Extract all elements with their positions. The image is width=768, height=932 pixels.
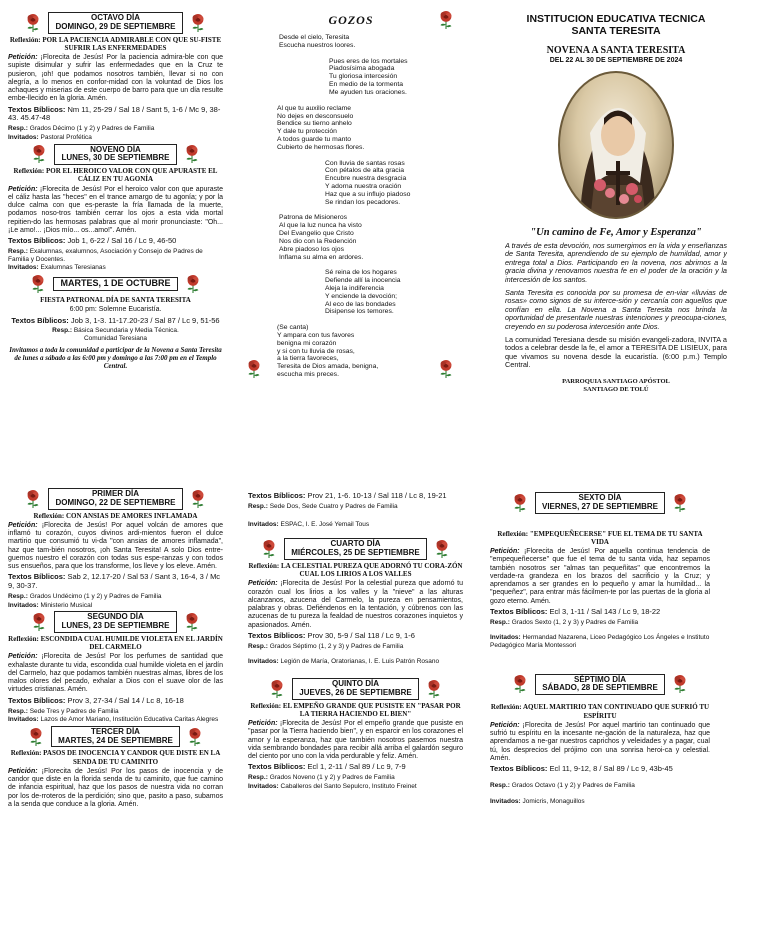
day5-date: JUEVES, 26 DE SEPTIEMBRE	[299, 687, 412, 697]
day6-header	[490, 492, 710, 514]
invitados-text: Exalumnas Teresianas	[40, 264, 106, 272]
day4-peticion	[248, 580, 463, 630]
resp-label: Resp.:	[8, 707, 28, 715]
day1-header	[8, 488, 223, 510]
day3-peticion	[8, 768, 223, 809]
day8-title-box	[48, 12, 182, 34]
resp-text: Exalumnas, exalumnos, Asociación y Consejo de Padres de Familia y Docentes.	[8, 248, 203, 263]
textos-label: Textos Bíblicos:	[490, 606, 548, 616]
resp-label: Resp.:	[8, 248, 28, 256]
gozos-title: GOZOS	[328, 12, 374, 27]
day3-textos	[248, 492, 463, 501]
day5-invitados	[248, 783, 463, 791]
rose-icon	[671, 493, 689, 513]
day4-date: MIÉRCOLES, 25 DE SEPTIEMBRE	[291, 547, 420, 557]
day6-resp	[490, 619, 710, 627]
resp-text: Grados Noveno (1 y 2) y Padres de Familia	[269, 774, 395, 782]
day1-resp	[8, 593, 223, 601]
column-cover	[505, 14, 727, 454]
peticion-text: ¡Florecita de Jesús! Por la paciencia admira-ble con que supiste disimular y sufrir las enfermedades que en la Cruz te pusieron, ¡oh! que podamos nosotros también, llevar si no con alegría, a lo menos en confor-midad con la voluntad de Dios los achaques y miserias de este cuerpo de barro para que un día resulte embe-llecido en la gloria. Amén.	[8, 54, 223, 103]
day6-title: SEXTO DÍA	[578, 493, 622, 502]
day7-invitados	[490, 798, 710, 806]
textos-text: Ecl 3, 1-11 / Sal 143 / Lc 9, 18-22	[549, 606, 661, 616]
day2-reflexion: Reflexión: ESCONDIDA CUAL HUMILDE VIOLETA EN EL JARDÍN DEL CARMELO	[8, 634, 223, 652]
cover-paragraph-1: A través de esta devoción, nos sumergimos en la vida y enseñanzas de Santa Teresita, aprendiendo de su ejemplo de humildad, amor y entrega total a Dios. Participando en la novena, nos abrimos a la gracia divina y renovamos nuestra fe en el poder de la oración y la intercesión de los santos.	[505, 240, 727, 284]
parroquia: PARROQUIA SANTIAGO APÓSTOL	[562, 378, 670, 386]
day2-title: SEGUNDO DÍA	[87, 612, 144, 622]
rose-icon	[433, 539, 451, 559]
day1-peticion	[8, 522, 223, 572]
day6-title-box	[535, 492, 665, 514]
rose-icon	[425, 679, 443, 699]
day4-invitados	[248, 658, 463, 666]
invitados-label: Invitados:	[8, 133, 39, 141]
peticion-label: Petición:	[8, 521, 38, 529]
day6-reflexion: Reflexión: "EMPEQUEÑECERSE" FUE EL TEMA DE TU SANTA VIDA	[497, 529, 703, 546]
invitados-label: Invitados:	[248, 658, 279, 666]
day4-reflexion: Reflexión: LA CELESTIAL PUREZA QUE ADORNÓ TU CORA-ZÓN CUAL LOS LIRIOS A LOS VALLES	[248, 561, 463, 578]
textos-label: Textos Bíblicos:	[8, 572, 66, 582]
textos-label: Textos Bíblicos:	[248, 762, 306, 772]
invitados-label: Invitados:	[8, 716, 39, 724]
day3-invitados	[248, 521, 463, 529]
rose-icon	[183, 144, 201, 164]
day9-title: NOVENO DÍA	[90, 144, 141, 154]
santa-teresita-portrait	[558, 71, 674, 219]
peticion-text: ¡Florecita de Jesús! Por aquella continua tendencia de "empequeñecerse" que fue el tema de tu santa vida, haz sepamos también nosotros ser "almas tan pequeñitas" que encontremos la verdade-ra grandeza en los brazos del sacrificio y la Cruz; y aprendamos a ser grandes en lo pequeño y amar la humildad... la "pequeñez", para entrar más fácilmen-te por las puertas de la gloria al gozo eterno. Amén.	[490, 548, 710, 605]
column-gozos	[245, 10, 455, 440]
day2-header	[8, 611, 223, 633]
rose-icon	[511, 493, 529, 513]
invitados-text: Lazos de Amor Mariano, Institución Educativa Caritas Alegres	[40, 716, 219, 724]
day1-invitados	[8, 602, 223, 610]
day1-title-box	[48, 488, 182, 510]
invitados-label: Invitados:	[490, 797, 521, 805]
peticion-label: Petición:	[8, 54, 38, 62]
rose-icon	[437, 359, 455, 379]
day4-header	[248, 538, 463, 560]
invitados-label: Invitados:	[248, 520, 279, 528]
invitados-text: Hermandad Nazarena, Liceo Pedagógico Los Ángeles e Instituto Pedagógico María Montessori	[490, 634, 710, 649]
peticion-text: ¡Florecita de Jesús! Por la celestial pureza que adornó tu corazón cual los lirios a los valles y la "nieve" a las alturas alcanzanos, azucena del Carmelo, la pureza en pensamientos, palabras y obras. Defiéndenos en la tentación, y cúbrenos con las azucenas de tu pureza la fealdad de nuestros corazones inquietos y apasionados. Amén.	[248, 580, 463, 629]
resp-label: Resp.:	[248, 642, 268, 650]
resp-text: Grados Sexto (1, 2 y 3) y Padres de Familia	[511, 618, 639, 626]
day8-date: DOMINGO, 29 DE SEPTIEMBRE	[55, 21, 176, 31]
day3-reflexion: Reflexión: PASOS DE INOCENCIA Y CANDOR QUE DISTE EN LA SENDA DE TU CAMINITO	[10, 749, 221, 766]
peticion-label: Petición:	[490, 548, 520, 556]
peticion-text: ¡Florecita de Jesús! Por los perfumes de santidad que exhalaste durante tu vida, escondida cual humilde violeta en el jardín del Carmelo, haz que podamos también nuestras almas, libres de los malos olores del pecado, exhalar a Dios con el suave olor de las virtudes cristianas. Amén.	[8, 653, 223, 694]
gozos-stanza-2: Pues eres de los mortales Piadosísima abogada Tu gloriosa intercesión En medio de la tormenta Me ayuden tus oraciones.	[329, 57, 408, 96]
invitados-label: Invitados:	[248, 782, 279, 790]
peticion-label: Petición:	[8, 767, 38, 775]
invitados-text: Caballeros del Santo Sepulcro, Instituto Freinet	[280, 782, 417, 790]
rose-icon	[437, 10, 455, 30]
resp-label: Resp.:	[490, 618, 510, 626]
textos-text: Prov 3, 27-34 / Sal 14 / Lc 8, 16-18	[67, 695, 184, 705]
gozos-stanza-7: (Se canta) Y ampara con tus favores benigna mi corazón y si con tu lluvia de rosas, a la tierra favoreces, Teresita de Dios amada, benigna, escucha mis preces.	[277, 324, 379, 379]
column-bottom-left	[8, 486, 223, 926]
peticion-text: ¡Florecita de Jesús! Por los pasos de inocencia y de candor que diste en la florida senda de tu caminito, que fue camino de infancia espiritual, haz que los pasos de nuestra vida no corran por los de-rroteros de la perdición; sino que, pasito a paso, subamos a la senda que conduce a la gloria. Amén.	[8, 767, 223, 808]
day3-header	[8, 726, 223, 748]
rose-icon	[29, 274, 47, 294]
peticion-text: ¡Florecita de Jesús! Por aquel martirio tan continuado que sufrió tu espíritu en la incesante ne-gación de la naturaleza, haz que aprendamos a ne-gar nuestros caprichos y veleidades y a pagar, cual tú, los desprecios del prójimo con una sonrisa heroi-ca y celestial. Amén.	[490, 721, 710, 762]
textos-label: Textos Bíblicos:	[248, 630, 306, 640]
day7-title-box	[535, 674, 665, 696]
gozos-stanza-5: Patrona de Misioneros Al que la luz nunca ha visto Del Evangelio que Cristo Nos dio con la Redención Abre piadoso los ojos Inflama su alma en ardores.	[279, 214, 364, 261]
day5-textos	[248, 763, 463, 772]
oct1-textos	[8, 317, 223, 326]
day9-textos	[8, 237, 223, 246]
saint-figure-icon	[560, 73, 674, 219]
day2-title-box	[54, 611, 176, 633]
invitados-text: Legión de María, Oratorianas, I. E. Luis Patrón Rosano	[280, 658, 440, 666]
rose-icon	[30, 144, 48, 164]
rose-icon	[189, 13, 207, 33]
lugar: SANTIAGO DE TOLÚ	[583, 385, 649, 393]
oct1-header	[8, 274, 223, 294]
day5-title: QUINTO DÍA	[332, 678, 379, 688]
day6-textos	[490, 608, 710, 617]
column-bottom-right	[490, 490, 710, 926]
resp-label: Resp.:	[52, 327, 73, 335]
invitados-label: Invitados:	[8, 601, 39, 609]
day5-title-box	[292, 678, 418, 700]
peticion-label: Petición:	[8, 185, 38, 193]
day2-textos	[8, 697, 223, 706]
day1-reflexion: Reflexión: CON ANSIAS DE AMORES INFLAMADA	[33, 511, 198, 520]
day1-textos	[8, 573, 223, 591]
day1-title: PRIMER DÍA	[91, 489, 140, 498]
rose-icon	[260, 539, 278, 559]
lema: "Un camino de Fe, Amor y Esperanza"	[530, 227, 702, 239]
rose-icon	[671, 674, 689, 694]
day7-resp	[490, 782, 710, 790]
rose-icon	[268, 679, 286, 699]
peticion-text: ¡Florecita de Jesús! Por aquel volcán de amores que inflamó tu corazón, cuyos divinos ardi-mientos fueron el dulce martirio que consumió tu vi-da "con ansias de amores inflamada", haz que tam-bién nosotros, ¡oh Santa Teresita! A solo Dios entre-guemos nuestro el corazón con todas sus espe-ranzas y con todos sus ensueños, para que los transforme, los lleve y los eleve. Amén.	[8, 521, 223, 571]
day9-invitados	[8, 264, 223, 272]
invitados-label: Invitados:	[8, 264, 39, 272]
day9-peticion	[8, 186, 223, 236]
day9-header	[8, 144, 223, 166]
day6-peticion	[490, 548, 710, 606]
oct1-fiesta: FIESTA PATRONAL DÍA DE SANTA TERESITA	[40, 296, 191, 304]
day9-reflexion: Reflexión: POR EL HEROICO VALOR CON QUE APURASTE EL CÁLIZ EN TU AGONÍA	[13, 167, 218, 184]
rose-icon	[24, 489, 42, 509]
day7-date: SÁBADO, 28 DE SEPTIEMBRE	[542, 683, 658, 693]
oct1-invitacion: Invitamos a toda la comunidad a participar de la Novena a Santa Teresita de lunes a sábado a las 6:00 pm y domingo a las 7:00 pm en el Templo Central.	[9, 345, 222, 371]
peticion-text: ¡Florecita de Jesús! Por el empeño grande que pusiste en "pasar por la Tierra haciendo bien", y en esparcir en los corazones el amor y la esperanza, haz que también nosotros pasemos nuestra vida sembrando bondades para recibir allá arriba el galardón seguro del ciento por uno con la vida perdurable y feliz. Amén.	[248, 720, 463, 760]
invitados-text: ESPAC, I. E. José Yemail Tous	[280, 520, 370, 528]
resp-label: Resp.:	[248, 774, 268, 782]
column-bottom-middle	[248, 490, 463, 926]
textos-text: Ecl 11, 9-12, 8 / Sal 89 / Lc 9, 43b-45	[549, 764, 673, 773]
day1-date: DOMINGO, 22 DE SEPTIEMBRE	[55, 497, 176, 507]
rose-icon	[24, 13, 42, 33]
cover-paragraph-3: La comunidad Teresiana desde su misión evangeli-zadora, INVITA a todos a celebrar desde la fe, el amor a TERESITA DE LISIEUX, para que vivamos su novena desde la eucaristía. (6:00 p.m.) Templo Central.	[505, 334, 727, 370]
invitados-label: Invitados:	[490, 634, 521, 642]
resp-text: Grados Octavo (1 y 2) y Padres de Familia	[511, 781, 635, 789]
day8-peticion	[8, 54, 223, 104]
peticion-label: Petición:	[490, 721, 520, 729]
gozos-final-row	[245, 324, 455, 379]
day6-date: VIERNES, 27 DE SEPTIEMBRE	[541, 501, 659, 511]
day5-resp	[248, 774, 463, 782]
day5-peticion	[248, 720, 463, 761]
day2-peticion	[8, 653, 223, 694]
day5-reflexion: Reflexión: EL EMPEÑO GRANDE QUE PUSISTE EN "PASAR POR LA TIERRA HACIENDO EL BIEN"	[250, 701, 461, 718]
gozos-stanza-6: Sé reina de los hogares Defiende allí la inocencia Aleja la indiferencia Y enciende la devoción; Al eco de las bondades Disipense los temores.	[325, 269, 401, 316]
textos-label: Textos Bíblicos:	[248, 491, 306, 500]
day3-title: TERCER DÍA	[91, 726, 140, 736]
rose-icon	[186, 727, 204, 747]
resp-label: Resp.:	[8, 125, 28, 133]
invitados-text: Ministerio Musical	[40, 601, 93, 609]
textos-text: Prov 30, 5-9 / Sal 118 / Lc 9, 1-6	[307, 630, 415, 640]
resp-text: Sede Tres y Padres de Familia	[29, 707, 119, 715]
textos-text: Prov 21, 1-6. 10-13 / Sal 118 / Lc 8, 19-21	[307, 491, 447, 500]
oct1-resp	[8, 327, 223, 342]
textos-label: Textos Bíblicos:	[8, 695, 66, 705]
resp-label: Resp.:	[8, 593, 28, 601]
gozos-stanza-3: Al que tu auxilio reclame No dejes en desconsuelo Bendice su tierno anhelo Y dale tu protección A todos guarde tu manto Cubierto de hermosas flores.	[277, 104, 365, 151]
day8-resp	[8, 125, 223, 133]
resp-label: Resp.:	[248, 502, 268, 510]
day9-resp	[8, 248, 223, 263]
rose-icon	[184, 274, 202, 294]
invitados-text: Jomicris, Monaguillos	[522, 797, 585, 805]
day6-invitados	[490, 634, 710, 649]
novena-dates: DEL 22 AL 30 DE SEPTIEMBRE DE 2024	[549, 56, 683, 64]
resp-label: Resp.:	[490, 781, 510, 789]
day7-header	[490, 674, 710, 696]
peticion-label: Petición:	[248, 580, 278, 588]
day4-title-box	[284, 538, 426, 560]
rose-icon	[245, 359, 263, 379]
day5-header	[248, 678, 463, 700]
resp-text: Grados Décimo (1 y 2) y Padres de Familia	[29, 125, 155, 133]
rose-icon	[511, 674, 529, 694]
textos-text: Nm 11, 25-29 / Sal 18 / Sant 5, 1-6 / Mc 9, 38-43. 45.47-48	[8, 104, 221, 123]
textos-text: Ecl 1, 2-11 / Sal 89 / Lc 9, 7-9	[307, 762, 406, 772]
day2-resp	[8, 708, 223, 716]
day2-date: LUNES, 23 DE SEPTIEMBRE	[61, 621, 170, 631]
day8-title: OCTAVO DÍA	[90, 13, 141, 22]
day8-invitados	[8, 134, 223, 142]
cover-paragraph-2: Santa Teresita es conocida por su promesa de en-viar «lluvias de rosas» como signos de su interce-sión y cercanía con aquellos que confían en ella. La Novena a Santa Teresita nos brinda la oportunidad de presentarle nuestras intenciones y preocupa-ciones, creyendo en su poderosa intercesión ante Dios.	[505, 287, 727, 331]
resp-text-2: Comunidad Teresiana	[83, 335, 148, 342]
textos-label: Textos Bíblicos:	[490, 764, 548, 773]
day9-title-box	[54, 144, 176, 166]
rose-icon	[183, 612, 201, 632]
day3-title-box	[51, 726, 180, 748]
textos-label: Textos Bíblicos:	[8, 236, 66, 246]
oct1-date: MARTES, 1 DE OCTUBRE	[60, 278, 171, 289]
day4-resp	[248, 643, 463, 651]
day8-header	[8, 12, 223, 34]
day7-reflexion: Reflexión: AQUEL MARTIRIO TAN CONTINUADO QUE SUFRIÓ TU ESPÍRITU	[490, 703, 710, 720]
oct1-eucaristia: 6:00 pm: Solemne Eucaristía.	[69, 306, 162, 314]
gozos-stanza-1: Desde el cielo, Teresita Escucha nuestros loores.	[279, 34, 356, 49]
oct1-title-box	[53, 277, 177, 291]
resp-text: Grados Undécimo (1 y 2) y Padres de Familia	[29, 593, 162, 601]
peticion-text: ¡Florecita de Jesús! Por el heroico valor con que apuraste el cáliz hasta las "heces" en el trance amargo de tu agonía; y por la dulce calma con que es-peraste la fría llamada de la muerte, podamos noso-tros también cerrar los ojos a esta vida mortal repitien-do las hermosas palabras que al morir pronunciaste: "Oh... ¡Le amo!... ¡Dios mío... os...amo!". Amén.	[8, 185, 223, 234]
resp-text: Grados Séptimo (1, 2 y 3) y Padres de Familia	[269, 642, 404, 650]
day3-resp	[248, 503, 463, 511]
rose-icon	[27, 727, 45, 747]
day8-textos	[8, 106, 223, 124]
day4-title: CUARTO DÍA	[330, 539, 381, 549]
invitados-text: Pastoral Profética	[40, 133, 92, 141]
rose-icon	[189, 489, 207, 509]
peticion-label: Petición:	[248, 720, 278, 727]
day7-title: SÉPTIMO DÍA	[573, 674, 626, 684]
day2-invitados	[8, 716, 223, 724]
textos-label: Textos Bíblicos:	[8, 104, 66, 114]
day7-textos	[490, 765, 710, 774]
gozos-stanza-4: Con lluvia de santas rosas Con pétalos de alta gracia Encubre nuestra desgracia Y adorna nuestra oración Haz que a su influjo piadoso Se rindan los pecadores.	[325, 159, 411, 206]
day8-reflexion: Reflexión: POR LA PACIENCIA ADMIRABLE CON QUE SU-FISTE SUFRIR LAS ENFERMEDADES	[9, 35, 222, 52]
column-top-left	[8, 10, 223, 450]
textos-text: Job 1, 6-22 / Sal 16 / Lc 9, 46-50	[67, 236, 177, 246]
day7-peticion	[490, 722, 710, 763]
institution-name: INSTITUCIÓN EDUCATIVA TÉCNICA SANTA TERESITA	[526, 14, 706, 37]
resp-text: Básica Secundaria y Media Técnica.	[73, 327, 179, 335]
day4-textos	[248, 632, 463, 641]
textos-text: Sab 2, 12.17-20 / Sal 53 / Sant 3, 16-4, 3 / Mc 9, 30-37.	[8, 572, 221, 591]
gozos-header	[245, 10, 455, 30]
textos-text: Job 3, 1-3. 11-17.20-23 / Sal 87 / Lc 9, 51-56	[70, 315, 220, 325]
rose-icon	[30, 612, 48, 632]
novena-title: NOVENA A SANTA TERESITA	[546, 45, 686, 57]
day3-date: MARTES, 24 DE SEPTIEMBRE	[58, 735, 173, 745]
day9-date: LUNES, 30 DE SEPTIEMBRE	[61, 153, 170, 163]
textos-label: Textos Bíblicos:	[11, 315, 69, 325]
resp-text: Sede Dos, Sede Cuatro y Padres de Familia	[269, 502, 398, 510]
peticion-label: Petición:	[8, 653, 38, 661]
